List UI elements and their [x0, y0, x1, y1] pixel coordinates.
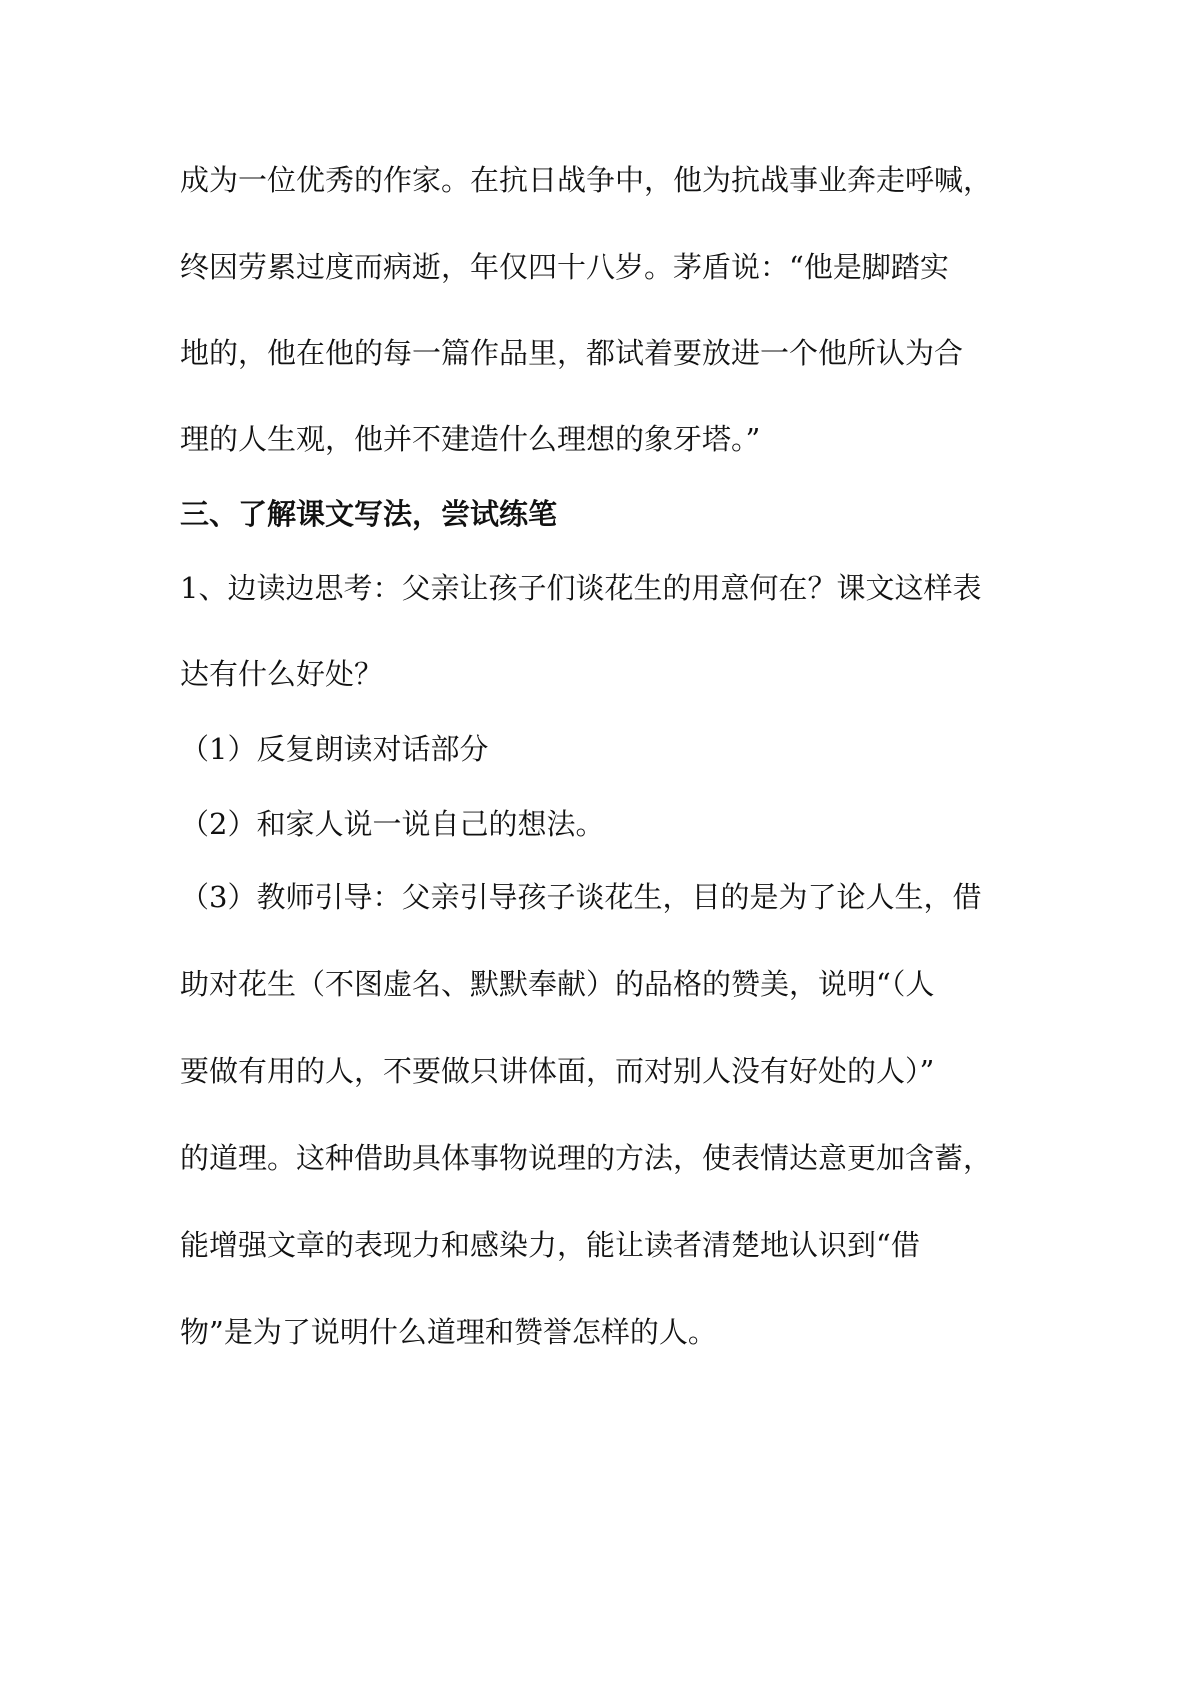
step-3-line-6: 物”是为了说明什么道理和赞誉怎样的人。: [180, 1315, 717, 1349]
section-heading: 三、了解课文写法，尝试练笔: [180, 497, 558, 531]
step-2: （2）和家人说一说自己的想法。: [180, 807, 605, 841]
intro-line-4: 理的人生观，他并不建造什么理想的象牙塔。”: [180, 422, 761, 456]
step-3-line-5: 能增强文章的表现力和感染力，能让读者清楚地认识到“借: [180, 1228, 920, 1262]
intro-line-2: 终因劳累过度而病逝，年仅四十八岁。茅盾说：“他是脚踏实: [180, 250, 949, 284]
question-line-1: 1、边读边思考：父亲让孩子们谈花生的用意何在？课文这样表: [180, 571, 982, 605]
step-3-line-1: （3）教师引导：父亲引导孩子谈花生，目的是为了论人生，借: [180, 880, 982, 914]
intro-line-3: 地的，他在他的每一篇作品里，都试着要放进一个他所认为合: [180, 336, 964, 370]
step-3-line-4: 的道理。这种借助具体事物说理的方法，使表情达意更加含蓄，: [180, 1141, 993, 1175]
step-1: （1）反复朗读对话部分: [180, 732, 489, 766]
question-line-2: 达有什么好处？: [180, 657, 384, 691]
intro-line-1: 成为一位优秀的作家。在抗日战争中，他为抗战事业奔走呼喊，: [180, 163, 993, 197]
step-3-line-2: 助对花生（不图虚名、默默奉献）的品格的赞美，说明“（人: [180, 967, 935, 1001]
step-3-line-3: 要做有用的人，不要做只讲体面，而对别人没有好处的人）”: [180, 1054, 935, 1088]
